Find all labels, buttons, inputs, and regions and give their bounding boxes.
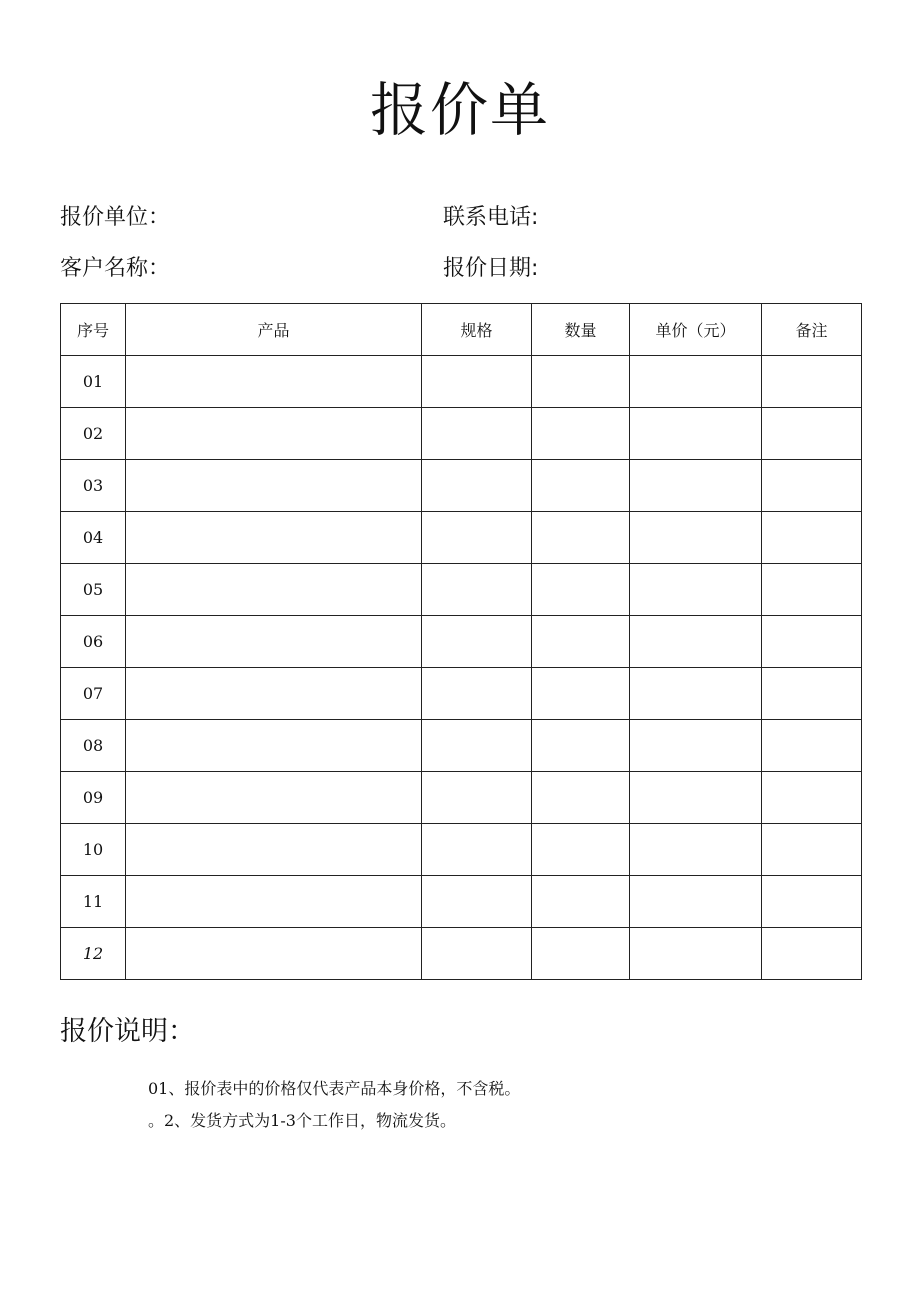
- seq-cell: 07: [61, 668, 126, 720]
- product-cell[interactable]: [126, 564, 422, 616]
- quantity-cell[interactable]: [532, 616, 630, 668]
- quantity-cell[interactable]: [532, 512, 630, 564]
- unit-price-cell[interactable]: [630, 408, 762, 460]
- unit-price-cell[interactable]: [630, 928, 762, 980]
- seq-cell: 02: [61, 408, 126, 460]
- table-row: [61, 772, 862, 824]
- quantity-cell[interactable]: [532, 824, 630, 876]
- spec-cell[interactable]: [422, 876, 532, 928]
- table-header-row: [61, 304, 862, 356]
- document-title: 报价单: [369, 76, 550, 144]
- header-quantity: 数量: [532, 304, 630, 356]
- note-item: 。2、发货方式为1-3个工作日，物流发货。: [148, 1111, 456, 1130]
- table-row: [61, 928, 862, 980]
- remark-cell[interactable]: [762, 876, 862, 928]
- quantity-cell[interactable]: [532, 356, 630, 408]
- spec-cell[interactable]: [422, 356, 532, 408]
- seq-cell: 10: [61, 824, 126, 876]
- unit-price-cell[interactable]: [630, 824, 762, 876]
- header-remark: 备注: [762, 304, 862, 356]
- product-cell[interactable]: [126, 720, 422, 772]
- table-row: [61, 356, 862, 408]
- customer-name-label: 客户名称：: [60, 256, 171, 281]
- spec-cell[interactable]: [422, 928, 532, 980]
- unit-price-cell[interactable]: [630, 720, 762, 772]
- product-cell[interactable]: [126, 356, 422, 408]
- unit-price-cell[interactable]: [630, 772, 762, 824]
- quote-date-label: 报价日期:: [443, 256, 539, 281]
- product-cell[interactable]: [126, 928, 422, 980]
- spec-cell[interactable]: [422, 512, 532, 564]
- remark-cell[interactable]: [762, 616, 862, 668]
- contact-phone-label: 联系电话:: [443, 205, 539, 230]
- table-row: [61, 460, 862, 512]
- remark-cell[interactable]: [762, 928, 862, 980]
- quantity-cell[interactable]: [532, 564, 630, 616]
- product-cell[interactable]: [126, 668, 422, 720]
- spec-cell[interactable]: [422, 772, 532, 824]
- header-product: 产品: [126, 304, 422, 356]
- remark-cell[interactable]: [762, 668, 862, 720]
- product-cell[interactable]: [126, 512, 422, 564]
- quote-unit-label: 报价单位：: [60, 205, 171, 230]
- table-row: [61, 720, 862, 772]
- seq-cell: 12: [61, 928, 126, 980]
- notes-heading: 报价说明：: [60, 1016, 195, 1047]
- remark-cell[interactable]: [762, 356, 862, 408]
- header-spec: 规格: [422, 304, 532, 356]
- unit-price-cell[interactable]: [630, 460, 762, 512]
- table-row: [61, 876, 862, 928]
- seq-cell: 11: [61, 876, 126, 928]
- seq-cell: 03: [61, 460, 126, 512]
- quantity-cell[interactable]: [532, 460, 630, 512]
- seq-cell: 04: [61, 512, 126, 564]
- remark-cell[interactable]: [762, 772, 862, 824]
- table-body: [61, 356, 862, 980]
- table-row: [61, 668, 862, 720]
- unit-price-cell[interactable]: [630, 616, 762, 668]
- product-cell[interactable]: [126, 408, 422, 460]
- quantity-cell[interactable]: [532, 668, 630, 720]
- unit-price-cell[interactable]: [630, 512, 762, 564]
- unit-price-cell[interactable]: [630, 668, 762, 720]
- product-cell[interactable]: [126, 876, 422, 928]
- seq-cell: 09: [61, 772, 126, 824]
- remark-cell[interactable]: [762, 720, 862, 772]
- note-item: 01、报价表中的价格仅代表产品本身价格，不含税。: [148, 1079, 521, 1098]
- quantity-cell[interactable]: [532, 408, 630, 460]
- seq-cell: 08: [61, 720, 126, 772]
- spec-cell[interactable]: [422, 564, 532, 616]
- quantity-cell[interactable]: [532, 720, 630, 772]
- seq-cell: 01: [61, 356, 126, 408]
- product-cell[interactable]: [126, 616, 422, 668]
- remark-cell[interactable]: [762, 460, 862, 512]
- table-row: [61, 616, 862, 668]
- remark-cell[interactable]: [762, 512, 862, 564]
- product-cell[interactable]: [126, 460, 422, 512]
- header-seq: 序号: [61, 304, 126, 356]
- seq-cell: 05: [61, 564, 126, 616]
- spec-cell[interactable]: [422, 460, 532, 512]
- table-row: [61, 408, 862, 460]
- unit-price-cell[interactable]: [630, 564, 762, 616]
- spec-cell[interactable]: [422, 616, 532, 668]
- spec-cell[interactable]: [422, 824, 532, 876]
- remark-cell[interactable]: [762, 564, 862, 616]
- header-unit-price: 单价（元）: [630, 304, 762, 356]
- quantity-cell[interactable]: [532, 772, 630, 824]
- spec-cell[interactable]: [422, 668, 532, 720]
- product-cell[interactable]: [126, 824, 422, 876]
- remark-cell[interactable]: [762, 408, 862, 460]
- quantity-cell[interactable]: [532, 928, 630, 980]
- spec-cell[interactable]: [422, 720, 532, 772]
- table-row: [61, 564, 862, 616]
- unit-price-cell[interactable]: [630, 876, 762, 928]
- product-cell[interactable]: [126, 772, 422, 824]
- quantity-cell[interactable]: [532, 876, 630, 928]
- table-row: [61, 512, 862, 564]
- table-row: [61, 824, 862, 876]
- quote-table: [60, 303, 862, 980]
- spec-cell[interactable]: [422, 408, 532, 460]
- unit-price-cell[interactable]: [630, 356, 762, 408]
- seq-cell: 06: [61, 616, 126, 668]
- remark-cell[interactable]: [762, 824, 862, 876]
